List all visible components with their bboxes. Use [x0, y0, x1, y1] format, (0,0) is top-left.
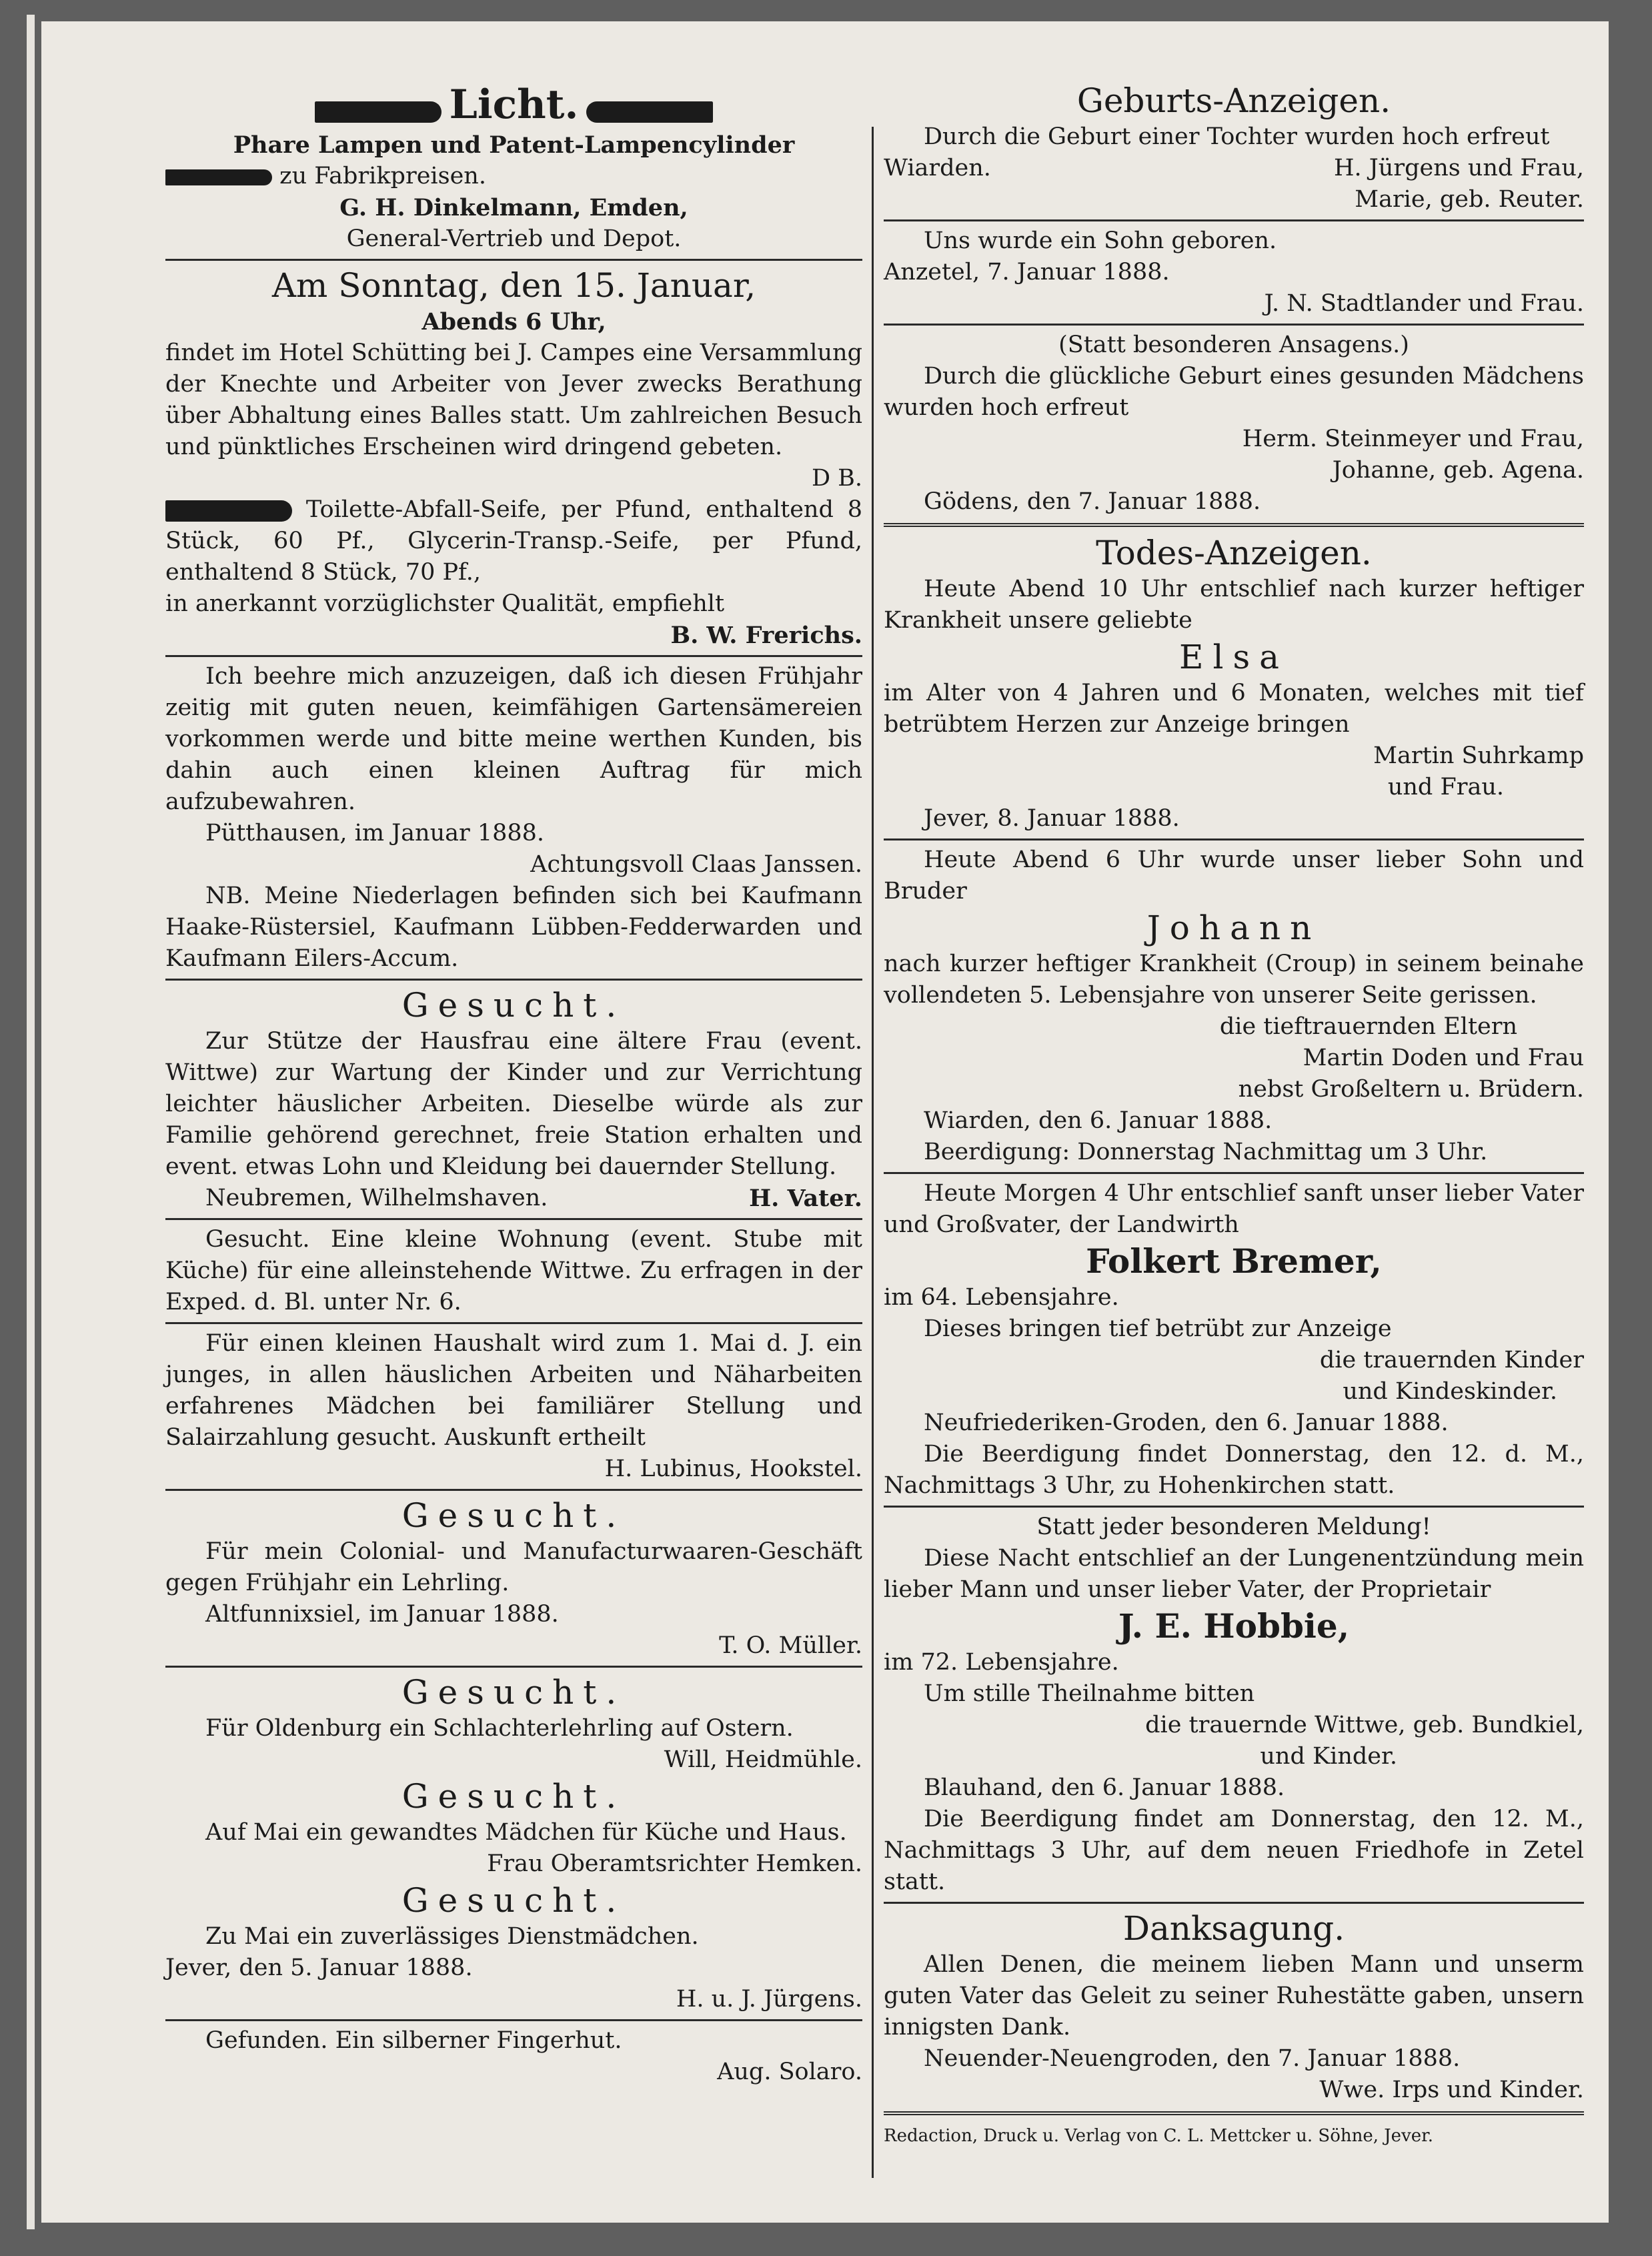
geburt3-head: (Statt besonderen Ansagens.): [1058, 332, 1409, 358]
geburt-1: [884, 121, 1584, 215]
licht-sub: General-Vertrieb und Depot.: [346, 225, 682, 252]
ad-haushalt: [165, 1328, 862, 1485]
tod2-names2: Martin Doden und Frau: [1303, 1045, 1584, 1071]
ad-seife: [165, 494, 862, 651]
tod3-names: die trauernden Kinder: [1319, 1347, 1584, 1373]
gesucht6-heading: Gesucht.: [401, 1881, 626, 1920]
geburt2-names: J. N. Stadtlander und Frau.: [1264, 290, 1584, 317]
sonntag-text: findet im Hotel Schütting bei J. Campes eine Versammlung der Knechte und Arbeiter von Jever zwecks Berathung über Abhaltung eines Balles statt. Um zahlreichen Besuch und pünktliches Erscheinen wird dringend gebeten.: [165, 340, 862, 460]
tod4-text2: Um stille Theilnahme bitten: [924, 1680, 1255, 1707]
tod1-text2: im Alter von 4 Jahren und 6 Monaten, welches mit tief betrübtem Herzen zur Anzeige bringen: [884, 680, 1584, 738]
gesucht4-text: Für Oldenburg ein Schlachterlehrling auf Ostern.: [205, 1715, 794, 1742]
tod2-names3: nebst Großeltern u. Brüdern.: [1238, 1076, 1584, 1103]
divider: [884, 1902, 1584, 1904]
tod1-place: Jever, 8. Januar 1888.: [924, 805, 1180, 832]
tod2-name: Johann: [1146, 909, 1321, 947]
divider: [884, 324, 1584, 326]
gesucht1-sign: H. Vater.: [749, 1185, 862, 1212]
gesucht1-text: Zur Stütze der Hausfrau eine ältere Frau (event. Wittwe) zur Wartung der Kinder und zur Verrichtung leichter häuslicher Arbeiten. Dieselbe würde als zur Familie gehörend gerechnet, freie Station erhalten und event. etwas Lohn und Kleidung bei dauernder Stellung.: [165, 1028, 862, 1180]
tod-1: [884, 574, 1584, 834]
tod3-names2: und Kindeskinder.: [1343, 1378, 1557, 1405]
tod-4: [884, 1512, 1584, 1898]
gesucht3-place: Altfunnixsiel, im Januar 1888.: [205, 1601, 559, 1628]
tod3-age: im 64. Lebensjahre.: [884, 1284, 1119, 1311]
divider: [884, 2111, 1584, 2115]
geburt2-place: Anzetel, 7. Januar 1888.: [884, 259, 1170, 286]
tod3-text2: Dieses bringen tief betrübt zur Anzeige: [924, 1315, 1392, 1342]
ad-gesucht-4: [165, 1672, 862, 1776]
gesucht5-text: Auf Mai ein gewandtes Mädchen für Küche und Haus.: [205, 1819, 847, 1846]
ad-gesucht-3: [165, 1495, 862, 1662]
dank-text: Allen Denen, die meinem lieben Mann und unserm guten Vater das Geleit zu seiner Ruhestätte gaben, unsern innigsten Dank.: [884, 1951, 1584, 2041]
ad-licht: [165, 80, 862, 255]
geburt1-names: H. Jürgens und Frau,: [1334, 155, 1584, 181]
licht-line1: Phare Lampen und Patent-Lampencylinder: [233, 131, 795, 159]
geburt2-text: Uns wurde ein Sohn geboren.: [924, 227, 1277, 254]
tod2-funeral: Beerdigung: Donnerstag Nachmittag um 3 Uhr.: [924, 1139, 1488, 1165]
ad-sonntag: [165, 265, 862, 494]
tod1-names2: und Frau.: [1387, 774, 1504, 800]
geburt-3: [884, 330, 1584, 518]
gesucht5-heading: Gesucht.: [401, 1777, 626, 1816]
licht-title: Licht.: [449, 81, 579, 128]
page-edge: [27, 15, 35, 2229]
tod4-text: Diese Nacht entschlief an der Lungenentzündung mein lieber Mann und unser lieber Vater, der Proprietair: [884, 1545, 1584, 1603]
gesucht4-sign: Will, Heidmühle.: [664, 1746, 862, 1773]
gesucht1-heading: Gesucht.: [401, 986, 626, 1025]
haushalt-text: Für einen kleinen Haushalt wird zum 1. Mai d. J. ein junges, in allen häuslichen Arbeiten und Näharbeiten erfahrenes Mädchen bei familiärer Stellung und Salairzahlung gesucht. Auskunft ertheilt: [165, 1330, 862, 1451]
column-divider: [872, 127, 874, 2178]
tod-3: [884, 1178, 1584, 1502]
gesucht2-text: Gesucht. Eine kleine Wohnung (event. Stube mit Küche) für eine alleinstehende Wittwe. Zu erfragen in der Exped. d. Bl. unter Nr. 6.: [165, 1226, 862, 1315]
tod1-name: Elsa: [1179, 638, 1289, 676]
gesucht6-sign: H. u. J. Jürgens.: [676, 1986, 862, 2013]
geburt3-text: Durch die glückliche Geburt eines gesunden Mädchens wurden hoch erfreut: [884, 363, 1584, 421]
licht-line2: zu Fabrikpreisen.: [279, 163, 486, 189]
divider: [884, 1172, 1584, 1174]
tod2-text2: nach kurzer heftiger Krankheit (Croup) in seinem beinahe vollendeten 5. Lebensjahre von unserer Seite gerissen.: [884, 951, 1584, 1009]
tod-2: [884, 844, 1584, 1168]
geburt3-names: Herm. Steinmeyer und Frau,: [1242, 426, 1584, 452]
gesucht3-sign: T. O. Müller.: [719, 1632, 862, 1659]
geburt1-names2: Marie, geb. Reuter.: [1355, 186, 1584, 213]
divider: [884, 219, 1584, 221]
gesucht4-heading: Gesucht.: [401, 1673, 626, 1712]
divider: [884, 523, 1584, 527]
tod4-place: Blauhand, den 6. Januar 1888.: [924, 1774, 1285, 1801]
licht-firm: G. H. Dinkelmann, Emden,: [339, 194, 688, 221]
gesucht5-sign: Frau Oberamtsrichter Hemken.: [487, 1850, 862, 1877]
divider: [884, 838, 1584, 840]
divider: [165, 979, 862, 981]
tod3-funeral: Die Beerdigung findet Donnerstag, den 12. d. M., Nachmittags 3 Uhr, zu Hohenkirchen statt.: [884, 1441, 1584, 1499]
tod2-names: die tieftrauernden Eltern: [1219, 1013, 1517, 1040]
tod3-text: Heute Morgen 4 Uhr entschlief sanft unser lieber Vater und Großvater, der Landwirth: [884, 1180, 1584, 1238]
danksagung: [884, 1908, 1584, 2106]
geburt3-names2: Johanne, geb. Agena.: [1332, 457, 1584, 484]
saemereien-nb: NB. Meine Niederlagen befinden sich bei Kaufmann Haake-Rüstersiel, Kaufmann Lübben-Fedderwarden und Kaufmann Eilers-Accum.: [165, 883, 862, 972]
tod4-names: die trauernde Wittwe, geb. Bundkiel,: [1145, 1712, 1584, 1738]
tod-heading: Todes-Anzeigen.: [1096, 534, 1372, 572]
divider: [165, 1218, 862, 1220]
tod4-head: Statt jeder besonderen Meldung!: [1036, 1514, 1431, 1540]
pointing-hand-icon: [586, 101, 713, 123]
tod1-text: Heute Abend 10 Uhr entschlief nach kurzer heftiger Krankheit unsere geliebte: [884, 576, 1584, 634]
gesucht3-heading: Gesucht.: [401, 1496, 626, 1535]
tod3-place: Neufriederiken-Groden, den 6. Januar 1888.: [924, 1409, 1449, 1436]
gesucht1-place: Neubremen, Wilhelmshaven.: [205, 1185, 548, 1211]
tod4-age: im 72. Lebensjahre.: [884, 1649, 1119, 1676]
gesucht6-text: Zu Mai ein zuverlässiges Dienstmädchen.: [205, 1923, 699, 1950]
geburt-2: [884, 225, 1584, 320]
pointing-hand-icon: [165, 500, 292, 522]
imprint-footer: Redaction, Druck u. Verlag von C. L. Mettcker u. Söhne, Jever.: [884, 2126, 1433, 2146]
sonntag-time: Abends 6 Uhr,: [422, 308, 606, 336]
tod2-place: Wiarden, den 6. Januar 1888.: [924, 1107, 1273, 1134]
geburt1-text: Durch die Geburt einer Tochter wurden hoch erfreut: [924, 123, 1550, 150]
ad-saemereien: [165, 661, 862, 975]
ad-gesucht-6: [165, 1880, 862, 2015]
divider: [165, 1666, 862, 1668]
geburt-heading: Geburts-Anzeigen.: [1076, 81, 1391, 120]
sonntag-sign: D B.: [811, 465, 862, 492]
divider: [884, 1506, 1584, 1508]
tod3-name: Folkert Bremer,: [1086, 1241, 1382, 1281]
tod4-names2: und Kinder.: [1260, 1743, 1397, 1770]
dank-names: Wwe. Irps und Kinder.: [1319, 2077, 1584, 2103]
tod4-funeral: Die Beerdigung findet am Donnerstag, den 12. M., Nachmittags 3 Uhr, auf dem neuen Friedhofe in Zetel statt.: [884, 1806, 1584, 1895]
dank-heading: Danksagung.: [1122, 1909, 1345, 1948]
right-column: [884, 80, 1584, 2152]
seife-text: Toilette-Abfall-Seife, per Pfund, enthaltend 8 Stück, 60 Pf., Glycerin-Transp.-Seife, per Pfund, enthaltend 8 Stück, 70 Pf.,: [165, 496, 862, 586]
ad-gesucht-1: [165, 985, 862, 1214]
haushalt-sign: H. Lubinus, Hookstel.: [604, 1456, 862, 1482]
ad-gefunden: [165, 2025, 862, 2088]
pointing-hand-icon: [315, 101, 442, 123]
saemereien-sign: Achtungsvoll Claas Janssen.: [530, 851, 862, 878]
ad-gesucht-5: [165, 1776, 862, 1880]
gefunden-text: Gefunden. Ein silberner Fingerhut.: [205, 2027, 622, 2054]
tod4-name: J. E. Hobbie,: [1118, 1606, 1350, 1646]
pointing-hand-icon: [165, 169, 272, 185]
divider: [165, 2019, 862, 2021]
divider: [165, 259, 862, 261]
tod2-text: Heute Abend 6 Uhr wurde unser lieber Sohn und Bruder: [884, 847, 1584, 905]
divider: [165, 1322, 862, 1324]
seife-sign: B. W. Frerichs.: [670, 622, 862, 649]
seife-line2: in anerkannt vorzüglichster Qualität, empfiehlt: [165, 590, 725, 617]
geburt3-place: Gödens, den 7. Januar 1888.: [924, 488, 1261, 515]
sonntag-heading: Am Sonntag, den 15. Januar,: [271, 266, 756, 305]
saemereien-place: Pütthausen, im Januar 1888.: [205, 820, 545, 847]
gesucht3-text: Für mein Colonial- und Manufacturwaaren-Geschäft gegen Frühjahr ein Lehrling.: [165, 1538, 862, 1596]
saemereien-text: Ich beehre mich anzuzeigen, daß ich diesen Frühjahr zeitig mit guten neuen, keimfähigen Gartensämereien vorkommen werde und bitte meine werthen Kunden, bis dahin auch einen kleinen Auftrag für mich aufzubewahren.: [165, 663, 862, 815]
dank-place: Neuender-Neuengroden, den 7. Januar 1888.: [924, 2045, 1461, 2072]
left-column: [165, 80, 862, 2088]
gefunden-sign: Aug. Solaro.: [717, 2059, 862, 2085]
gesucht6-place: Jever, den 5. Januar 1888.: [165, 1954, 473, 1981]
geburt1-place: Wiarden.: [884, 155, 991, 181]
tod1-names: Martin Suhrkamp: [1373, 742, 1584, 769]
divider: [165, 655, 862, 657]
divider: [165, 1489, 862, 1491]
